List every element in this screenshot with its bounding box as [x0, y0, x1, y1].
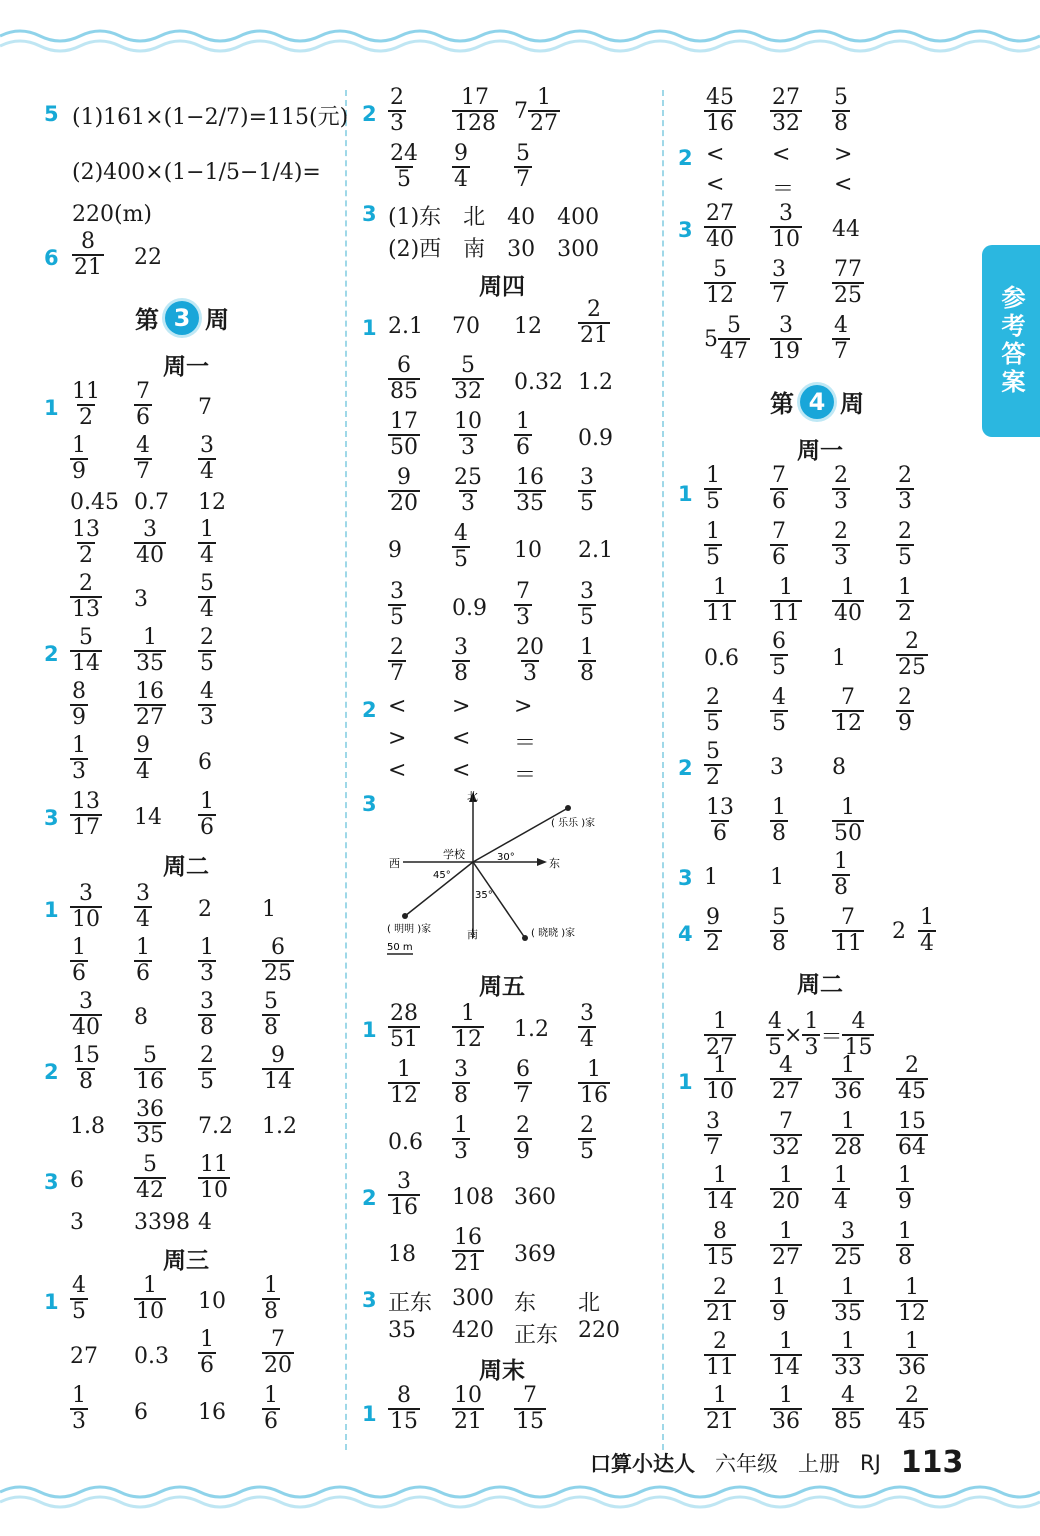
- day-heading-tuesday: 周二: [163, 854, 209, 880]
- column-divider: [345, 90, 347, 1450]
- book-title: 口算小达人: [590, 1451, 695, 1476]
- week-4-title: 第 4 周: [770, 384, 864, 419]
- day-heading-thursday: 周四: [479, 274, 525, 300]
- top-wave-border: [0, 22, 1040, 62]
- question-number: 3: [44, 806, 59, 830]
- north-label: 北: [467, 790, 478, 803]
- east-label: 东: [549, 857, 560, 870]
- answer-text: (1)东 北 40 400: [388, 205, 600, 230]
- angle-35-label: 35°: [475, 890, 493, 901]
- answer-text: 220(m): [72, 202, 153, 227]
- day-heading-monday: 周一: [163, 354, 209, 380]
- question-number: 1: [678, 482, 693, 506]
- question-number: 2: [678, 756, 693, 780]
- day-heading-monday: 周一: [797, 438, 843, 464]
- answer-text: (2)400×(1−1/5−1/4)=: [72, 160, 321, 185]
- direction-diagram: [383, 788, 623, 968]
- bottom-wave-border: [0, 1478, 1040, 1518]
- answer-text: (2)西 南 30 300: [388, 237, 600, 262]
- question-number: 3: [362, 792, 377, 816]
- column-divider: [662, 90, 664, 1450]
- volume-label: 上册: [798, 1451, 840, 1476]
- question-number: 3: [362, 202, 377, 226]
- question-number: 1: [44, 396, 59, 420]
- page-footer: [590, 1445, 963, 1480]
- south-label: 南: [467, 928, 478, 941]
- question-number: 2: [44, 1060, 59, 1084]
- page-number: 113: [900, 1445, 964, 1480]
- scale-label: 50 m: [387, 942, 413, 953]
- day-heading-tuesday: 周二: [797, 972, 843, 998]
- answer-text: 22: [134, 245, 162, 270]
- answer-text: (1)161×(1−2/7)=115(元): [72, 105, 349, 130]
- question-number: 1: [362, 1402, 377, 1426]
- question-number: 3: [678, 218, 693, 242]
- day-heading-wednesday: 周三: [163, 1248, 209, 1274]
- week-3-title: 第 3 周: [135, 300, 229, 335]
- angle-30-label: 30°: [497, 852, 515, 863]
- west-label: 西: [389, 857, 400, 870]
- question-number: 1: [678, 1070, 693, 1094]
- question-number: 4: [678, 922, 693, 946]
- fraction: $\frac{8}{21}$: [74, 229, 102, 281]
- grade-label: 六年级: [715, 1451, 778, 1476]
- question-number: 5: [44, 102, 59, 126]
- question-number: 2: [362, 102, 377, 126]
- lele-home-label: ( 乐乐 )家: [551, 818, 596, 829]
- question-number: 1: [44, 1290, 59, 1314]
- question-number: 3: [44, 1170, 59, 1194]
- edition-label: RJ: [860, 1450, 881, 1475]
- question-number: 3: [678, 866, 693, 890]
- question-number: 1: [362, 1018, 377, 1042]
- school-label: 学校: [443, 848, 465, 861]
- question-number: 3: [362, 1288, 377, 1312]
- question-number: 2: [362, 1186, 377, 1210]
- question-number: 2: [44, 642, 59, 666]
- day-heading-friday: 周五: [479, 974, 525, 1000]
- question-number: 2: [362, 698, 377, 722]
- question-number: 1: [362, 316, 377, 340]
- question-number: 1: [44, 898, 59, 922]
- xiaoxiao-home-label: ( 晓晓 )家: [531, 928, 576, 939]
- angle-45-label: 45°: [433, 870, 451, 881]
- answer-key-tab: 参考答案: [982, 245, 1040, 437]
- day-heading-weekend: 周末: [479, 1358, 525, 1384]
- question-number: 6: [44, 246, 59, 270]
- mingming-home-label: ( 明明 )家: [387, 924, 432, 935]
- question-number: 2: [678, 146, 693, 170]
